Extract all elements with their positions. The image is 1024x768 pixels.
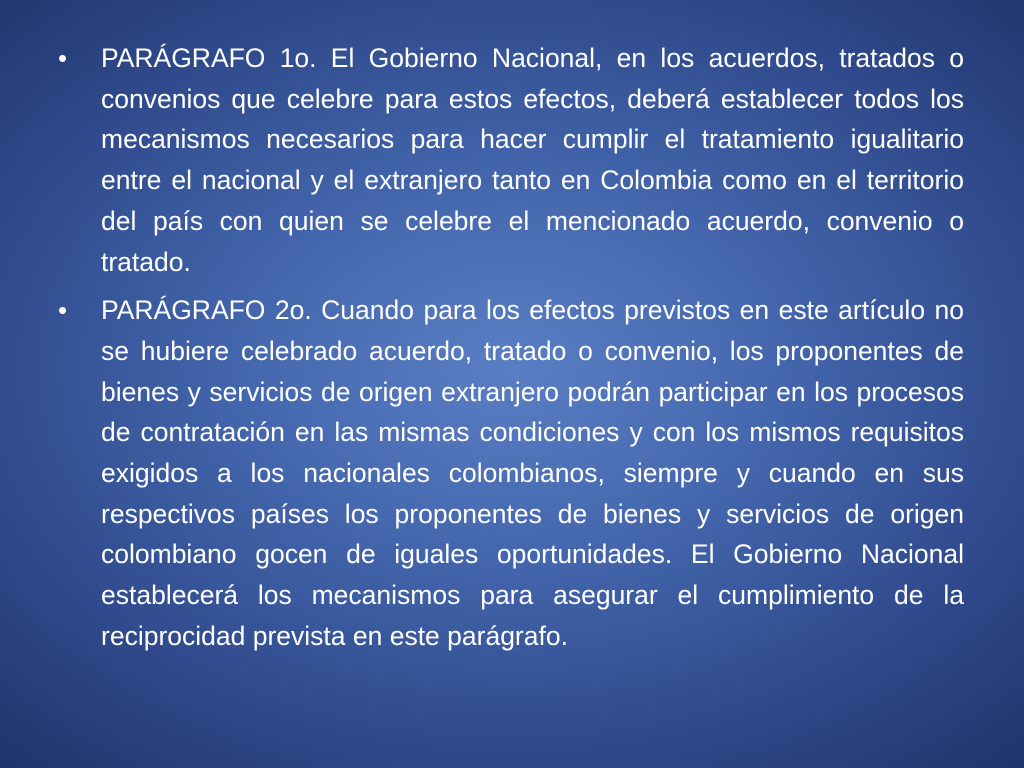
bullet-paragraph-2 [58,290,964,656]
bullet-paragraph-1 [58,38,964,282]
paragraph-1-text: PARÁGRAFO 1o. El Gobierno Nacional, en los acuerdos, tratados o convenios que celebre para estos efectos, deberá establecer todos los mecanismos necesarios para hacer cumplir el tratamiento igualitario entre el nacional y el extranjero tanto en Colombia como en el territorio del país con quien se celebre el mencionado acuerdo, convenio o tratado. [101,43,964,277]
bullet-list [58,38,964,665]
paragraph-2-text: PARÁGRAFO 2o. Cuando para los efectos previstos en este artículo no se hubiere celebrado acuerdo, tratado o convenio, los proponentes de bienes y servicios de origen extranjero podrán participar en los procesos de contratación en las mismas condiciones y con los mismos requisitos exigidos a los nacionales colombianos, siempre y cuando en sus respectivos países los proponentes de bienes y servicios de origen colombiano gocen de iguales oportunidades. El Gobierno Nacional establecerá los mecanismos para asegurar el cumplimiento de la reciprocidad prevista en este parágrafo. [101,295,964,651]
bullet-icon: • [58,43,68,73]
bullet-icon: • [58,295,68,326]
